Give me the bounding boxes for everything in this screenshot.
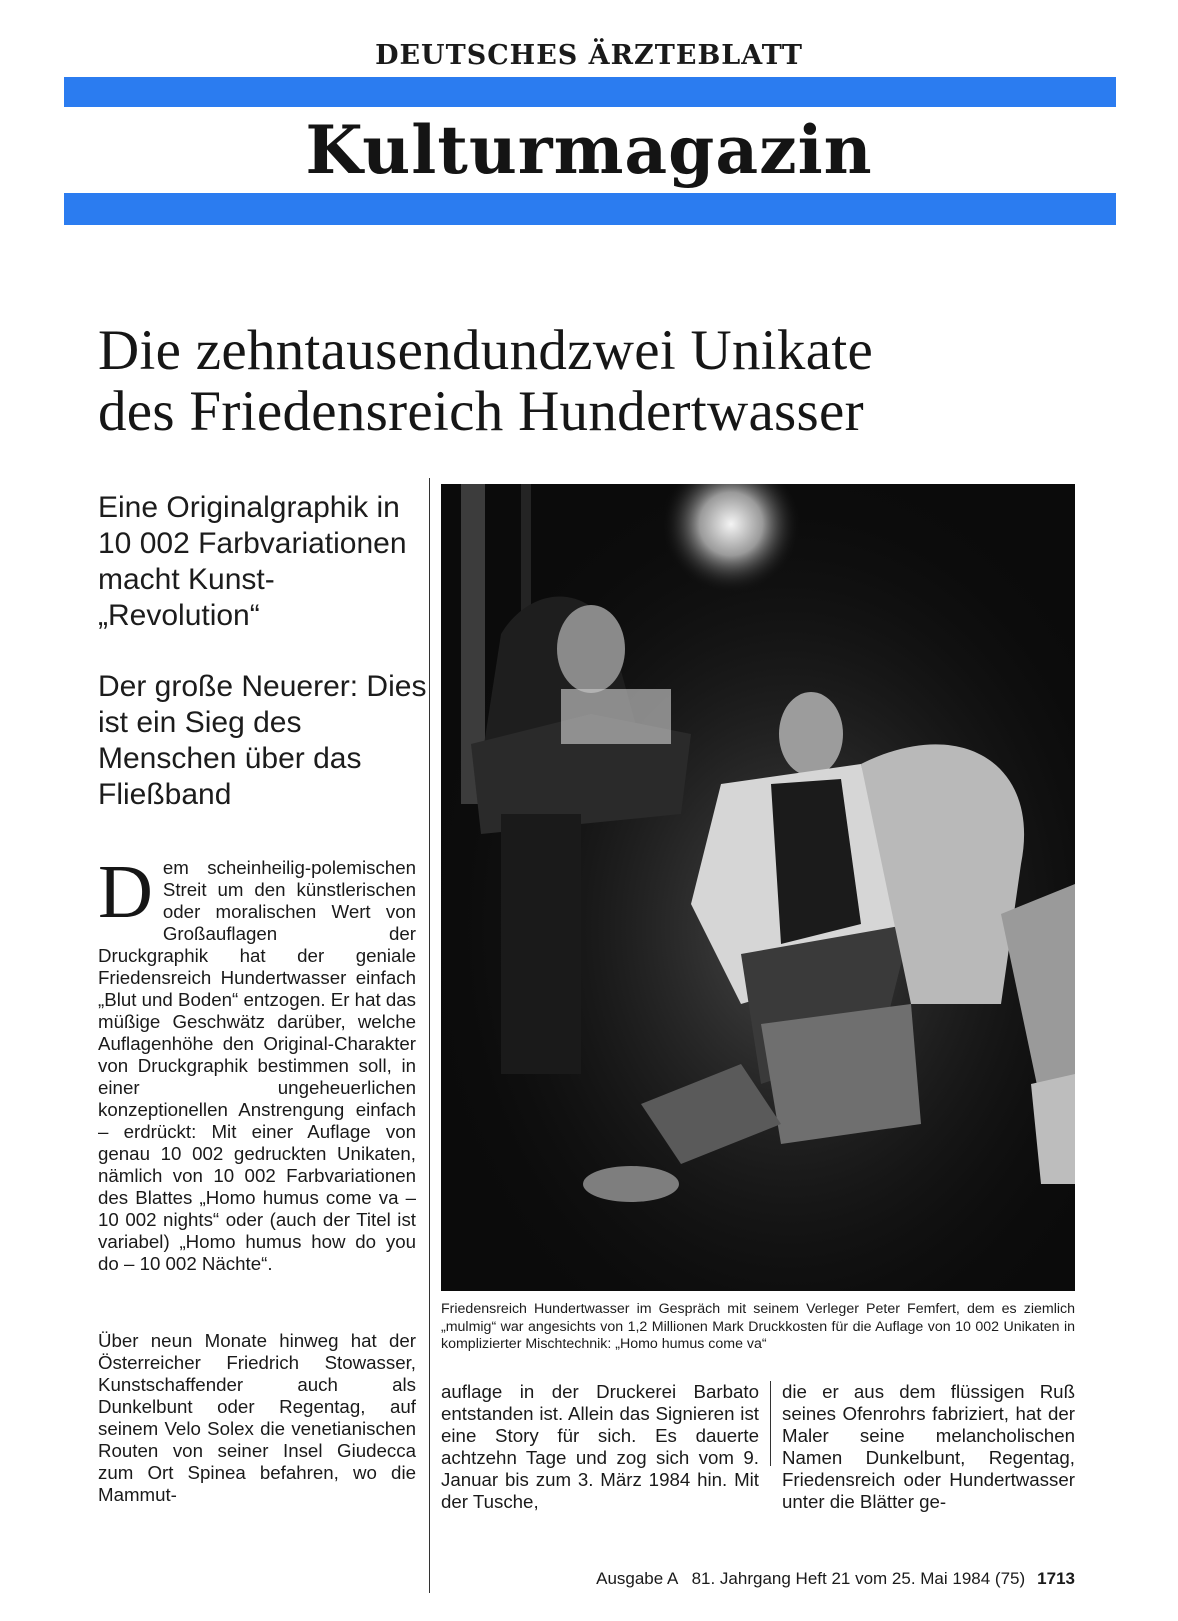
article-paragraph-1 — [98, 850, 416, 1275]
section-title: Kulturmagazin — [305, 111, 873, 189]
headline — [98, 320, 1118, 442]
column-divider-left — [429, 478, 430, 1593]
headline-line-1: Die zehntausendundzwei Unikate — [98, 319, 874, 382]
drop-cap: D — [98, 850, 153, 934]
bottom-accent-bar — [64, 193, 1116, 225]
subhead-2: Der große Neuerer: Dies ist ein Sieg des Menschen über das Fließband — [98, 670, 427, 811]
column-divider-right — [770, 1381, 771, 1466]
article-column-2: auflage in der Druckerei Barbato entstanden ist. Allein das Signieren ist eine Story für sich. Es dauerte achtzehn Tage und zog sich vom 9. Januar bis zum 3. März 1984 hin. Mit der Tusche, — [441, 1381, 759, 1512]
photo-illustration — [441, 484, 1075, 1291]
page-number: 1713 — [1037, 1569, 1075, 1588]
article-column-3: die er aus dem flüssigen Ruß seines Ofenrohrs fabriziert, hat der Maler seine melancholischen Namen Dunkelbunt, Regentag, Friedensreich oder Hundertwasser unter die Blätter ge- — [782, 1381, 1075, 1512]
article-paragraph-2: Über neun Monate hinweg hat der Österreicher Friedrich Stowasser, Kunstschaffender auch als Dunkelbunt oder Regentag, auf seinem Velo Solex die venetianischen Routen von seiner Insel Giudecca zum Ort Spinea befahren, wo die Mammut- — [98, 1330, 416, 1505]
paragraph-1-text: em scheinheilig-polemischen Streit um den künstlerischen oder moralischen Wert von Großauflagen der Druckgraphik hat der geniale Friedensreich Hundertwasser einfach „Blut und Boden“ entzogen. Er hat das müßige Geschwätz darüber, welche Auflagenhöhe den Original-Charakter von Druckgraphik bestimmen soll, in einer ungeheuerlichen konzeptionellen Anstrengung einfach – erdrückt: Mit einer Auflage von genau 10 002 gedruckten Unikaten, nämlich von 10 002 Farbvariationen des Blattes „Homo humus come va – 10 002 nights“ oder (auch der Titel ist variabel) „Homo humus how do you do – 10 002 Nächte“. — [98, 857, 416, 1274]
issue-info: Ausgabe A 81. Jahrgang Heft 21 vom 25. Mai 1984 (75) — [596, 1569, 1026, 1588]
headline-line-2: des Friedensreich Hundertwasser — [98, 380, 864, 443]
masthead: DEUTSCHES ÄRZTEBLATT — [375, 40, 803, 71]
article-photo — [441, 484, 1075, 1291]
subhead-1: Eine Originalgraphik in 10 002 Farbvariationen macht Kunst-„Revolution“ — [98, 491, 407, 632]
page-footer — [520, 1569, 1075, 1589]
top-accent-bar — [64, 77, 1116, 107]
photo-caption: Friedensreich Hundertwasser im Gespräch mit seinem Verleger Peter Femfert, dem es ziemlich „mulmig“ war angesichts von 1,2 Millionen Mark Druckkosten für die Auflage von 10 002 Unikaten in komplizierter Mischtechnik: „Homo humus come va“ — [441, 1301, 1075, 1352]
